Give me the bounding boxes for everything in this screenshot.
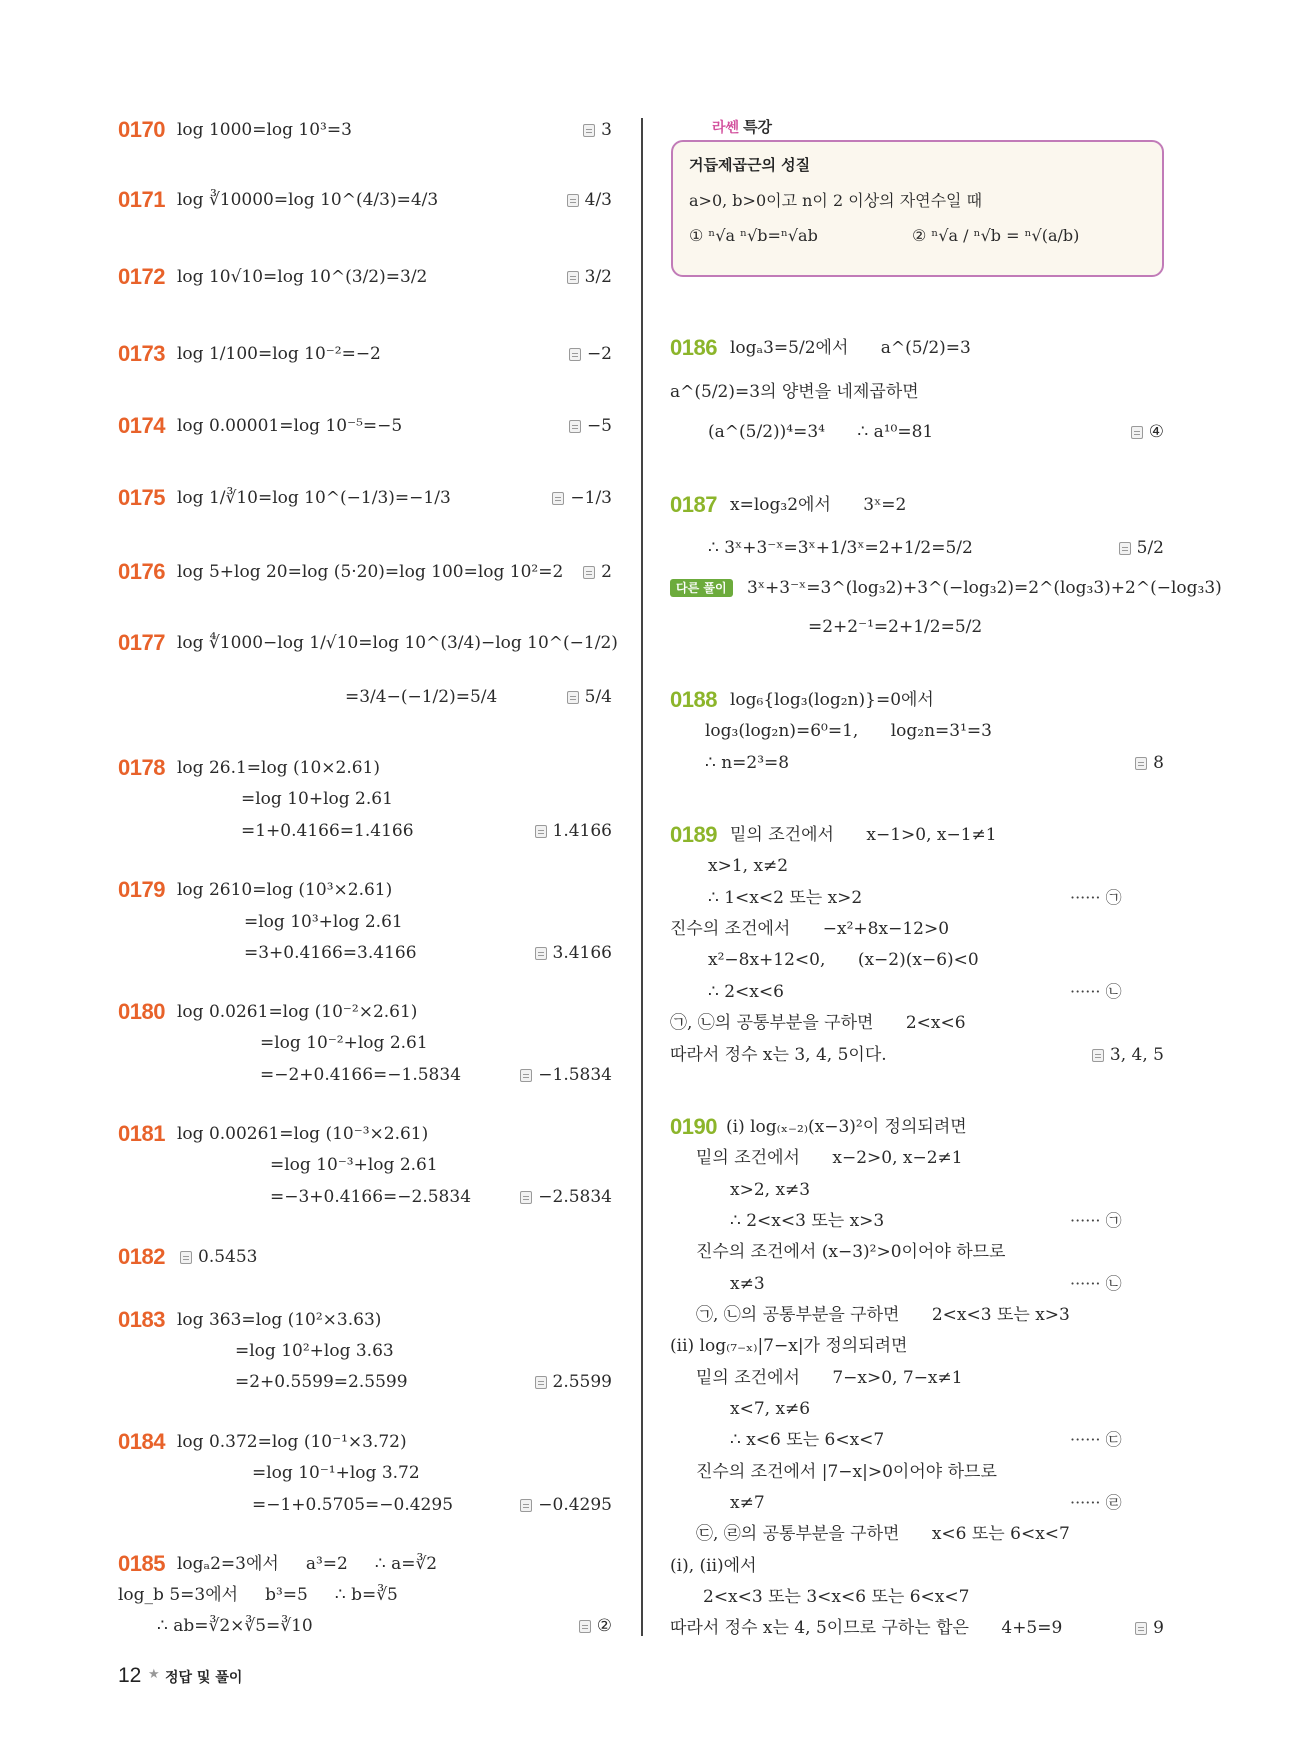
answer-value: 9: [1153, 1618, 1164, 1638]
solution-line: 따라서 정수 x는 3, 4, 5이다.: [670, 1045, 887, 1065]
problem-number: 0189: [670, 822, 717, 847]
problem-number: 0172: [118, 264, 165, 289]
solution-line: =3+0.4166=3.4166: [244, 943, 417, 963]
solution-line: x≠7: [730, 1493, 765, 1513]
solution-line: log 1000=log 10³=3: [177, 120, 352, 140]
solution-line: 따라서 정수 x는 4, 5이므로 구하는 합은 4+5=9: [670, 1618, 1063, 1638]
tip-title: 거듭제곱근의 성질: [689, 156, 811, 174]
problem-number: 0184: [118, 1429, 165, 1454]
answer: [535, 816, 612, 846]
problem-number: 0175: [118, 485, 165, 510]
solution-line: logₐ3=5/2에서 a^(5/2)=3: [730, 338, 971, 358]
answer-icon: [520, 1499, 532, 1512]
solution-line: (i), (ii)에서: [670, 1556, 757, 1576]
solution-line: =log 10²+log 3.63: [235, 1341, 394, 1361]
answer-icon: [583, 566, 595, 579]
solution-line: log 1/∛10=log 10^(−1/3)=−1/3: [177, 488, 451, 508]
solution-line: 3ˣ+3⁻ˣ=3^(log₃2)+3^(−log₃2)=2^(log₃3)+2^(−log₃3): [747, 578, 1222, 598]
footer-title: 정답 및 풀이: [165, 1670, 243, 1686]
answer-icon: [520, 1069, 532, 1082]
answer-value: 3, 4, 5: [1109, 1045, 1164, 1065]
answer-icon: [1092, 1049, 1104, 1062]
tip-property-1: ① ⁿ√a ⁿ√b=ⁿ√ab: [689, 226, 818, 245]
solution-line: x≠3: [730, 1274, 765, 1294]
solution-line: ㉠, ㉡의 공통부분을 구하면 2<x<3 또는 x>3: [696, 1305, 1070, 1325]
answer: [579, 1611, 612, 1641]
solution-line: 2<x<3 또는 3<x<6 또는 6<x<7: [703, 1587, 970, 1607]
solution-line: log₃(log₂n)=6⁰=1, log₂n=3¹=3: [705, 721, 992, 741]
answer-icon: [520, 1191, 532, 1204]
solution-line: ∴ x<6 또는 6<x<7: [730, 1430, 885, 1450]
answer: [1092, 1040, 1164, 1070]
answer-value: ④: [1148, 422, 1164, 442]
solution-line: x>1, x≠2: [708, 856, 789, 876]
problem-number: 0177: [118, 630, 165, 655]
problem-number: 0176: [118, 559, 165, 584]
equation-marker: ······ ㉠: [1070, 1211, 1122, 1230]
solution-line: log_b 5=3에서 b³=5 ∴ b=∛5: [118, 1585, 398, 1605]
answer-value: 1.4166: [552, 821, 612, 841]
problem-number: 0173: [118, 341, 165, 366]
answer-value: 3.4166: [552, 943, 612, 963]
answer: [1119, 533, 1164, 563]
problem-number: 0182: [118, 1244, 165, 1269]
answer-value: 5/2: [1136, 538, 1164, 558]
answer: [535, 1367, 612, 1397]
solution-line: ∴ n=2³=8: [705, 753, 790, 773]
solution-line: log 10√10=log 10^(3/2)=3/2: [177, 267, 428, 287]
solution-line: =log 10⁻³+log 2.61: [270, 1155, 438, 1175]
solution-line: =1+0.4166=1.4166: [241, 821, 414, 841]
answer-value: 3: [601, 120, 612, 140]
answer-value: −2: [586, 344, 612, 364]
problem-number: 0185: [118, 1551, 165, 1576]
solution-line: ㉢, ㉣의 공통부분을 구하면 x<6 또는 6<x<7: [696, 1524, 1070, 1544]
answer-value: 2: [601, 562, 612, 582]
answer-value: 2.5599: [552, 1372, 612, 1392]
answer-value: −0.4295: [538, 1495, 612, 1515]
solution-line: log 363=log (10²×3.63): [177, 1310, 382, 1330]
solution-line: 밑의 조건에서 x−1>0, x−1≠1: [730, 825, 997, 845]
solution-line: log 5+log 20=log (5·20)=log 100=log 10²=2: [177, 562, 564, 582]
answer: [1135, 1613, 1164, 1643]
problem-number: 0186: [670, 335, 717, 360]
answer-icon: [1119, 542, 1131, 555]
alt-solution-badge: 다른 풀이: [670, 579, 733, 597]
problem-number: 0171: [118, 187, 165, 212]
solution-line: log 26.1=log (10×2.61): [177, 758, 381, 778]
solution-line: =−2+0.4166=−1.5834: [260, 1065, 462, 1085]
solution-line: x²−8x+12<0, (x−2)(x−6)<0: [708, 950, 979, 970]
solution-line: log 0.0261=log (10⁻²×2.61): [177, 1002, 418, 1022]
solution-line: log 2610=log (10³×2.61): [177, 880, 393, 900]
solution-line: ∴ 3ˣ+3⁻ˣ=3ˣ+1/3ˣ=2+1/2=5/2: [708, 538, 973, 558]
answer-icon: [579, 1620, 591, 1633]
solution-line: ∴ 2<x<6: [708, 982, 784, 1002]
solution-line: =log 10⁻¹+log 3.72: [252, 1463, 420, 1483]
answer-value: 3/2: [584, 267, 612, 287]
answer-icon: [1135, 757, 1147, 770]
answer-value: 4/3: [584, 190, 612, 210]
solution-line: =−3+0.4166=−2.5834: [270, 1187, 472, 1207]
answer: [569, 339, 612, 369]
answer-value: −1/3: [570, 488, 612, 508]
answer-icon: [569, 348, 581, 361]
solution-line: =2+0.5599=2.5599: [235, 1372, 408, 1392]
problem-number: 0188: [670, 687, 717, 712]
tip-tab-label: 특강: [743, 118, 773, 136]
solution-line: 밑의 조건에서 x−2>0, x−2≠1: [696, 1148, 963, 1168]
equation-marker: ······ ㉠: [1070, 888, 1122, 907]
solution-line: log 0.00001=log 10⁻⁵=−5: [177, 416, 403, 436]
problem-number: 0178: [118, 755, 165, 780]
answer: [535, 938, 612, 968]
answer-value: 5/4: [584, 687, 612, 707]
problem-number: 0187: [670, 492, 717, 517]
solution-line: x=log₃2에서 3ˣ=2: [730, 495, 907, 515]
answer-icon: [567, 691, 579, 704]
tip-condition: a>0, b>0이고 n이 2 이상의 자연수일 때: [689, 191, 983, 210]
solution-line: a^(5/2)=3의 양변을 네제곱하면: [670, 382, 919, 402]
answer-icon: [1135, 1622, 1147, 1635]
solution-line: (ii) log₍₇₋ₓ₎|7−x|가 정의되려면: [670, 1336, 908, 1356]
solution-line: (a^(5/2))⁴=3⁴ ∴ a¹⁰=81: [708, 422, 934, 442]
answer-icon: [567, 194, 579, 207]
answer-value: 8: [1153, 753, 1164, 773]
problem-number: 0190: [670, 1114, 717, 1139]
answer-value: −2.5834: [538, 1187, 612, 1207]
solution-line: log ∜1000−log 1/√10=log 10^(3/4)−log 10^(−1/2): [177, 633, 618, 653]
column-divider: [641, 118, 643, 1636]
solution-line: x>2, x≠3: [730, 1180, 811, 1200]
star-icon: ★: [148, 1667, 160, 1682]
tip-tab-prefix: 라쎈: [712, 120, 740, 136]
solution-line: 밑의 조건에서 7−x>0, 7−x≠1: [696, 1368, 963, 1388]
answer: [1135, 748, 1164, 778]
answer-value: −1.5834: [538, 1065, 612, 1085]
solution-line: =2+2⁻¹=2+1/2=5/2: [808, 617, 983, 637]
answer-icon: [535, 947, 547, 960]
answer: [520, 1060, 612, 1090]
solution-line: =3/4−(−1/2)=5/4: [345, 687, 498, 707]
solution-line: log ∛10000=log 10^(4/3)=4/3: [177, 190, 439, 210]
problem-number: 0170: [118, 117, 165, 142]
equation-marker: ······ ㉡: [1070, 982, 1122, 1001]
answer: [567, 185, 612, 215]
solution-line: logₐ2=3에서 a³=2 ∴ a=∛2: [177, 1554, 438, 1574]
solution-line: 진수의 조건에서 |7−x|>0이어야 하므로: [696, 1462, 997, 1482]
solution-line: =log 10³+log 2.61: [244, 912, 403, 932]
answer: [567, 682, 612, 712]
solution-line: log 0.00261=log (10⁻³×2.61): [177, 1124, 429, 1144]
solution-line: =log 10+log 2.61: [241, 789, 393, 809]
answer-value: 0.5453: [198, 1247, 258, 1267]
solution-line: (i) log₍ₓ₋₂₎(x−3)²이 정의되려면: [726, 1117, 967, 1137]
answer-icon: [567, 271, 579, 284]
problem-number: 0180: [118, 999, 165, 1024]
answer-icon: [180, 1251, 192, 1264]
answer: [552, 483, 612, 513]
answer-icon: [569, 420, 581, 433]
answer-icon: [583, 124, 595, 137]
solution-line: =−1+0.5705=−0.4295: [252, 1495, 454, 1515]
solution-line: log₆{log₃(log₂n)}=0에서: [730, 690, 934, 710]
answer: [520, 1490, 612, 1520]
answer: [520, 1182, 612, 1212]
answer: [583, 557, 612, 587]
problem-number: 0183: [118, 1307, 165, 1332]
solution-line: ∴ 1<x<2 또는 x>2: [708, 888, 863, 908]
solution-line: ∴ ab=∛2×∛5=∛10: [157, 1616, 313, 1636]
answer: [567, 262, 612, 292]
answer: [180, 1242, 257, 1272]
answer: [569, 411, 612, 441]
solution-line: 진수의 조건에서 −x²+8x−12>0: [670, 919, 950, 939]
solution-line: ㉠, ㉡의 공통부분을 구하면 2<x<6: [670, 1013, 966, 1033]
solution-line: ∴ 2<x<3 또는 x>3: [730, 1211, 885, 1231]
solution-line: log 1/100=log 10⁻²=−2: [177, 344, 381, 364]
problem-number: 0174: [118, 413, 165, 438]
equation-marker: ······ ㉢: [1070, 1430, 1122, 1449]
answer-icon: [552, 492, 564, 505]
problem-number: 0179: [118, 877, 165, 902]
answer: [1131, 417, 1164, 447]
solution-line: log 0.372=log (10⁻¹×3.72): [177, 1432, 407, 1452]
solution-line: x<7, x≠6: [730, 1399, 811, 1419]
answer-icon: [535, 1376, 547, 1389]
problem-number: 0181: [118, 1121, 165, 1146]
answer-value: ②: [596, 1616, 612, 1636]
answer-icon: [1131, 426, 1143, 439]
page-number: 12: [118, 1664, 142, 1687]
answer-icon: [535, 825, 547, 838]
answer: [583, 115, 612, 145]
equation-marker: ······ ㉣: [1070, 1493, 1122, 1512]
tip-tab: [706, 116, 778, 137]
answer-value: −5: [586, 416, 612, 436]
solution-line: 진수의 조건에서 (x−3)²>0이어야 하므로: [696, 1242, 1006, 1262]
tip-property-2: ② ⁿ√a / ⁿ√b = ⁿ√(a/b): [912, 226, 1080, 245]
equation-marker: ······ ㉡: [1070, 1274, 1122, 1293]
solution-line: =log 10⁻²+log 2.61: [260, 1033, 428, 1053]
